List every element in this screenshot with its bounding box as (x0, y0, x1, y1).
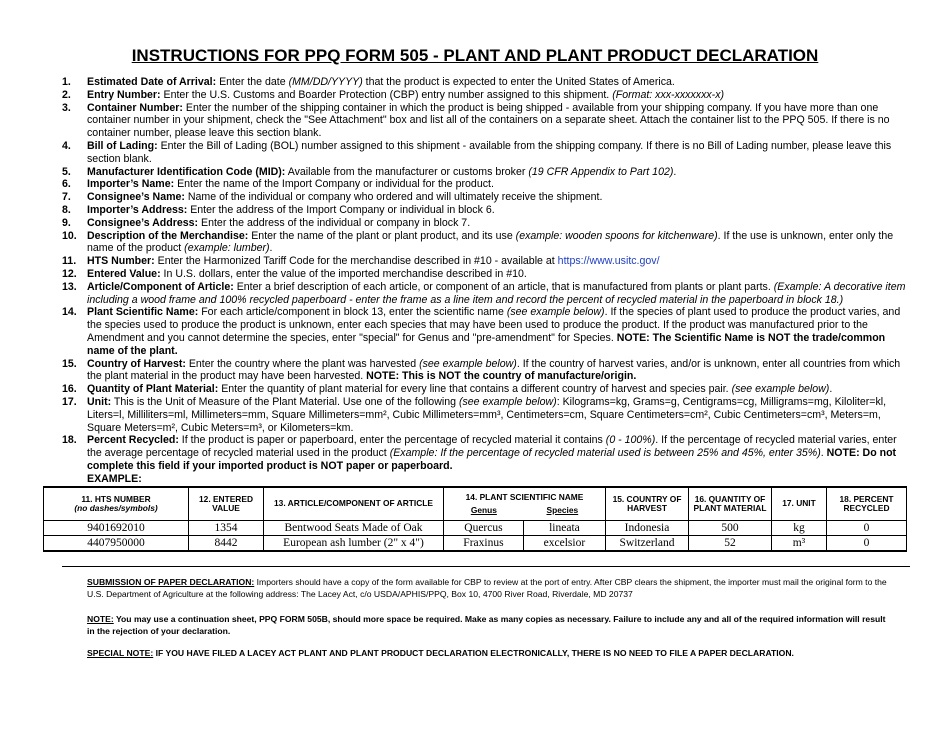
list-item: 8. Importer’s Address: Enter the address of the Import Company or individual in block 6. (62, 203, 495, 216)
list-item: 16. Quantity of Plant Material: Enter the quantity of plant material for every line that contains a different country of harvest and species pair. (see example below). (62, 383, 833, 396)
column-header-scientific: 14. PLANT SCIENTIFIC NAME Genus Species (444, 487, 606, 521)
column-header-value: 12. ENTERED VALUE (189, 487, 264, 521)
divider (62, 566, 910, 567)
column-header-country: 15. COUNTRY OF HARVEST (606, 487, 689, 521)
note-paragraph: NOTE: You may use a continuation sheet, PPQ FORM 505B, should more space be required. Make as many copies as necessary. Failure to include any and all of the required information will result in the rejection of your declaration. (87, 614, 886, 636)
column-header-recycled: 18. PERCENT RECYCLED (827, 487, 907, 521)
list-item: 4. Bill of Lading: Enter the Bill of Lading (BOL) number assigned to this shipment - available from the shipping company. If there is no Bill of Lading number, please leave this section blank. (62, 139, 892, 165)
cell-genus: Fraxinus (444, 536, 524, 552)
cell-article: Bentwood Seats Made of Oak (264, 521, 444, 536)
cell-country: Switzerland (606, 536, 689, 552)
genus-label: Genus (470, 504, 497, 515)
column-header-hts: 11. HTS NUMBER (no dashes/symbols) (44, 487, 189, 521)
cell-value: 8442 (189, 536, 264, 552)
column-header-quantity: 16. QUANTITY OF PLANT MATERIAL (689, 487, 772, 521)
cell-recycled: 0 (827, 521, 907, 536)
list-item: 11. HTS Number: Enter the Harmonized Tariff Code for the merchandise described in #10 - available at https://www.usitc.gov/ (62, 255, 660, 268)
example-table (43, 486, 907, 552)
list-item: 14. Plant Scientific Name: For each article/component in block 13, enter the scientific name (see example below). If the species of plant used to produce the product varies, and the species used to produce the product is unknown, enter each species that may have been used to produce the product. If the product was manufactured prior to the Amendment and you cannot determine the species, enter "special" for Genus and "pre-amendment" for Species. NOTE: The Scientific Name is NOT the trade/common name of the plant. (62, 306, 901, 357)
cell-country: Indonesia (606, 521, 689, 536)
column-header-unit: 17. UNIT (772, 487, 827, 521)
cell-value: 1354 (189, 521, 264, 536)
usitc-link[interactable]: https://www.usitc.gov/ (557, 255, 660, 268)
cell-quantity: 52 (689, 536, 772, 552)
cell-quantity: 500 (689, 521, 772, 536)
instructions-list (62, 76, 912, 486)
list-item: 17. Unit: This is the Unit of Measure of the Plant Material. Use one of the following (see example below): Kilograms=kg, Grams=g, Centigrams=cg, Milligrams=mg, Kiloliter=kl, Liters=l, Milliliters=ml, Millimeters=mm, Square Millimeters=mm², Cubic Millimeters=mm³, Centimeters=cm, Square Centimeters=cm², Cubic Centimeters=cm³, Meters=m, Square Meters=m², Cubic Meters=m³, or Kilometers=km. (62, 395, 887, 434)
list-item: 9. Consignee’s Address: Enter the address of the individual or company in block 7. (62, 216, 471, 229)
table-row (44, 521, 907, 536)
cell-genus: Quercus (444, 521, 524, 536)
cell-unit: kg (772, 521, 827, 536)
cell-article: European ash lumber (2" x 4") (264, 536, 444, 552)
cell-recycled: 0 (827, 536, 907, 552)
cell-hts: 9401692010 (44, 521, 189, 536)
list-item: 6. Importer’s Name: Enter the name of the Import Company or individual for the product. (62, 178, 494, 191)
list-item: 3. Container Number: Enter the number of the shipping container in which the product is being shipped - available from your shipping company. If you have more than one container number in your shipment, check the "See Attachment" box and list all of the containers on a separate sheet. Attach the container list to the PPQ 505. If there is no container number, please leave this section blank. (62, 101, 890, 140)
example-heading: EXAMPLE: (87, 472, 142, 485)
cell-hts: 4407950000 (44, 536, 189, 552)
list-item: 12. Entered Value: In U.S. dollars, enter the value of the imported merchandise described in #10. (62, 267, 527, 280)
list-item: 13. Article/Component of Article: Enter a brief description of each article, or component of an article, that is manufactured from plants or plant parts. (Example: A decorative item including a wood frame and 100% recycled paperboard - enter the frame as a line item and record the percent of recycled material in the paperboard in block 18.) (62, 280, 906, 306)
table-row (44, 536, 907, 552)
list-item: 2. Entry Number: Enter the U.S. Customs and Boarder Protection (CBP) entry number assigned to this shipment. (Format: xxx-xxxxxxx-x) (62, 88, 725, 101)
list-item: 5. Manufacturer Identification Code (MID): Available from the manufacturer or customs broker (19 CFR Appendix to Part 102). (62, 165, 677, 178)
species-label: Species (546, 504, 579, 515)
column-header-article: 13. ARTICLE/COMPONENT OF ARTICLE (264, 487, 444, 521)
list-item: 10. Description of the Merchandise: Enter the name of the plant or plant product, and its use (example: wooden spoons for kitchenware). If the use is unknown, enter only the name of the product (example: lumber). (62, 229, 894, 255)
submission-paragraph: SUBMISSION OF PAPER DECLARATION: Importers should have a copy of the form available for CBP to review at the port of entry. After CBP clears the shipment, the importer must mail the original form to the U.S. Department of Agriculture at the following address: The Lacey Act, c/o USDA/APHIS/PPQ, Box 10, 4700 River Road, Riverdale, MD 20737 (87, 577, 887, 599)
page-title: INSTRUCTIONS FOR PPQ FORM 505 - PLANT AND PLANT PRODUCT DECLARATION (131, 46, 819, 65)
special-note-paragraph: SPECIAL NOTE: IF YOU HAVE FILED A LACEY ACT PLANT AND PLANT PRODUCT DECLARATION ELECTRONICALLY, THERE IS NO NEED TO FILE A PAPER DECLARATION. (87, 648, 794, 658)
cell-unit: m³ (772, 536, 827, 552)
cell-species: lineata (523, 521, 605, 536)
cell-species: excelsior (523, 536, 605, 552)
list-item: 7. Consignee’s Name: Name of the individual or company who ordered and will ultimately receive the shipment. (62, 191, 603, 204)
list-item: 18. Percent Recycled: If the product is paper or paperboard, enter the percentage of recycled material it contains (0 - 100%). If the percentage of recycled material varies, enter the average percentage of recycled material used in the product (Example: If the percentage of recycled material used is between 25% and 45%, enter 35%). NOTE: Do not complete this field if your imported product is NOT paper or paperboard. (62, 434, 897, 472)
list-item: 15. Country of Harvest: Enter the country where the plant was harvested (see example below). If the country of harvest varies, and/or is unknown, enter all countries from which the plant material in the product may have been harvested. NOTE: This is NOT the country of manufacture/origin. (62, 357, 901, 383)
list-item: 1. Estimated Date of Arrival: Enter the date (MM/DD/YYYY) that the product is expected to enter the United States of America. (62, 76, 675, 88)
